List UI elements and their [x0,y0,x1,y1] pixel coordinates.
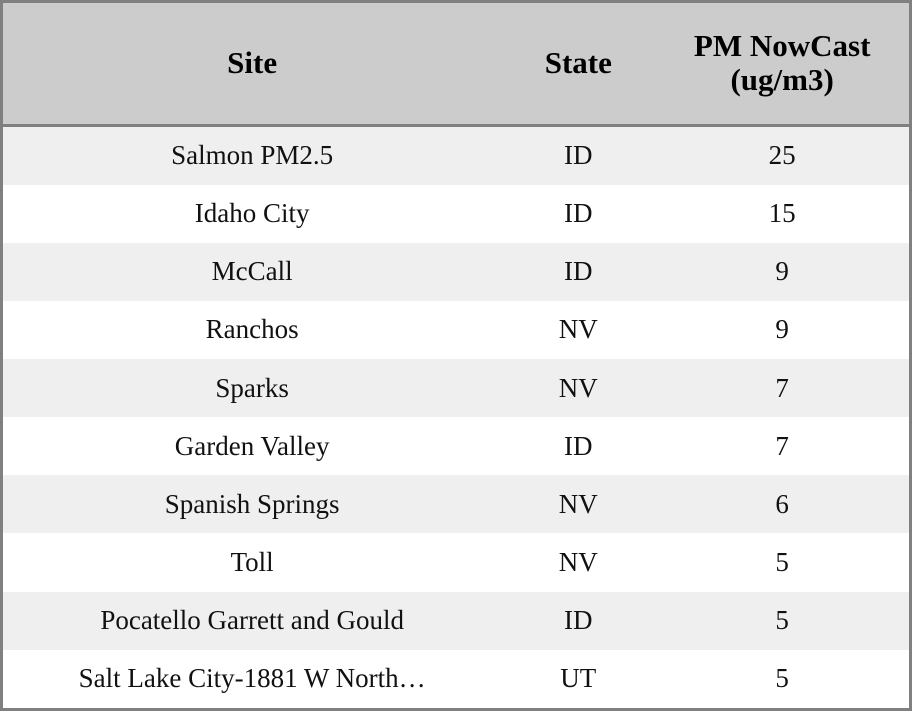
cell-pm-nowcast: 25 [655,125,909,185]
cell-site: Idaho City [3,185,501,243]
cell-pm-nowcast: 5 [655,650,909,708]
cell-pm-nowcast: 5 [655,533,909,591]
cell-state: ID [501,417,655,475]
cell-state: NV [501,533,655,591]
cell-state: ID [501,185,655,243]
cell-pm-nowcast: 6 [655,475,909,533]
cell-site: Ranchos [3,301,501,359]
cell-site: Salmon PM2.5 [3,125,501,185]
table-row [3,533,909,591]
table-row [3,243,909,301]
cell-pm-nowcast: 9 [655,301,909,359]
table-row [3,475,909,533]
cell-state: ID [501,592,655,650]
table-body [3,125,909,708]
cell-site: Toll [3,533,501,591]
table-row [3,417,909,475]
cell-site: Garden Valley [3,417,501,475]
table-row [3,125,909,185]
table-header [3,3,909,125]
table-header-row [3,3,909,125]
cell-state: ID [501,243,655,301]
table-row [3,592,909,650]
cell-state: ID [501,125,655,185]
table-row [3,301,909,359]
table-row [3,359,909,417]
column-header-state: State [501,3,655,125]
cell-site: Spanish Springs [3,475,501,533]
cell-site: Salt Lake City-1881 W North… [3,650,501,708]
column-header-site: Site [3,3,501,125]
column-header-pm-nowcast: PM NowCast (ug/m3) [655,3,909,125]
cell-state: UT [501,650,655,708]
cell-pm-nowcast: 7 [655,359,909,417]
cell-site: McCall [3,243,501,301]
cell-pm-nowcast: 9 [655,243,909,301]
cell-state: NV [501,301,655,359]
cell-pm-nowcast: 7 [655,417,909,475]
cell-state: NV [501,359,655,417]
cell-site: Sparks [3,359,501,417]
table-row [3,185,909,243]
cell-pm-nowcast: 15 [655,185,909,243]
cell-pm-nowcast: 5 [655,592,909,650]
table-row [3,650,909,708]
pm-nowcast-table [3,3,909,708]
cell-state: NV [501,475,655,533]
cell-site: Pocatello Garrett and Gould [3,592,501,650]
